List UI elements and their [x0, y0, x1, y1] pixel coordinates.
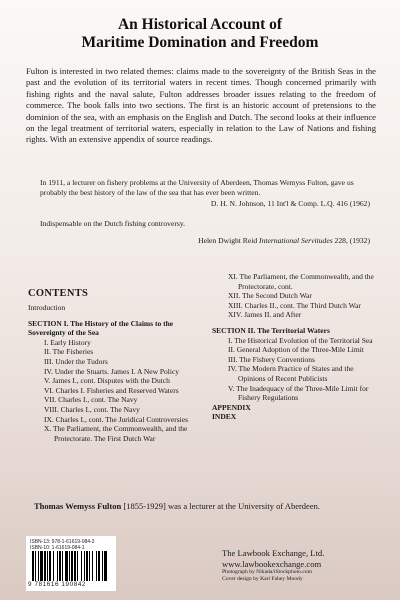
barcode-number: 9 781616 190842	[28, 581, 87, 588]
publisher-name: The Lawbook Exchange, Ltd.	[222, 548, 325, 558]
contents-item: III. The Fishery Conventions	[228, 354, 315, 364]
contents-item: I. Early History	[44, 337, 91, 347]
quote-2-attribution-title: International Servitudes	[259, 236, 333, 245]
author-bio	[34, 501, 374, 512]
quote-1-text: In 1911, a lecturer on fishery problems at the University of Aberdeen, Thomas Wemyss Fulton, gave us probably the best history of the law of the sea that has ever been written.	[40, 178, 354, 197]
design-credit: Cover design by Kari Fahey Moody	[222, 576, 303, 582]
isbn-13: ISBN-13: 978-1-61619-084-2	[30, 539, 95, 545]
section-2-title: SECTION II. The Territorial Waters	[212, 325, 330, 335]
contents-right-column	[212, 272, 382, 422]
contents-item: V. The Inadequacy of the Three-Mile Limit for Fishery Regulations	[228, 383, 369, 403]
contents-item: VII. Charles I., cont. The Navy	[44, 395, 138, 405]
title-line-2: Maritime Domination and Freedom	[81, 34, 319, 51]
author-name: Thomas Wemyss Fulton	[34, 501, 122, 511]
contents-item: XIV. James II. and After	[228, 310, 302, 320]
contents-introduction: Introduction	[28, 303, 66, 312]
book-description: Fulton is interested in two related themes: claims made to the sovereignty of the British Seas in the past and the evolution of its territorial waters in recent times. Though concerned primarily with fishing rights and the naval salute, Fulton addresses broader issues relating to the freedom of commerce. The book falls into two sections. The first is an historic account of pretensions to the dominion of the sea, with an emphasis on the English and Dutch. The second looks at their influence on the legal treatment of territorial waters, especially in relation to the Law of Nations and fishing rights. With an extensive appendix of source readings.	[26, 66, 376, 145]
contents-item: III. Under the Tudors	[44, 356, 108, 366]
quote-2-attribution	[198, 236, 370, 246]
quote-2-attribution-suffix: 228, (1932)	[332, 236, 370, 245]
publisher-block	[222, 548, 392, 583]
contents-item: X. The Parliament, the Commonwealth, and the Protectorate. The First Dutch War	[44, 424, 188, 443]
author-bio-text: [1855-1929] was a lecturer at the University of Aberdeen.	[121, 501, 320, 511]
contents-item: I. The Historical Evolution of the Territorial Sea	[228, 335, 373, 345]
contents-item: XII. The Second Dutch War	[228, 291, 312, 301]
contents-index: INDEX	[212, 412, 237, 422]
contents-item: IV. The Modern Practice of States and the Opinions of Recent Publicists	[228, 364, 354, 383]
isbn-10: ISBN-10: 1-61619-084-1	[30, 545, 85, 551]
title-line-1: An Historical Account of	[117, 16, 283, 33]
quote-2-attribution-prefix: Helen Dwight Reid	[198, 236, 260, 245]
contents-item: IX. Charles I., cont. The Juridical Controversies	[44, 414, 188, 424]
barcode-bars	[32, 551, 110, 581]
contents-left-column	[28, 303, 198, 443]
contents-item: II. General Adoption of the Three-Mile Limit	[228, 345, 364, 355]
contents-appendix: APPENDIX	[212, 402, 251, 412]
contents-item: VI. Charles I. Fisheries and Reserved Waters	[44, 385, 179, 395]
photo-credit: Photograph by Nikada/iStockphoto.com	[222, 569, 312, 575]
contents-item: VIII. Charles I., cont. The Navy	[44, 404, 140, 414]
section-1-title: SECTION I. The History of the Claims to the Sovereignty of the Sea	[28, 318, 174, 338]
quote-1-attribution: D. H. N. Johnson, 11 Int'l & Comp. L.Q. 416 (1962)	[210, 199, 370, 208]
contents-heading: CONTENTS	[28, 288, 89, 299]
contents-item: XIII. Charles II., cont. The Third Dutch War	[228, 300, 361, 310]
publisher-url: www.lawbookexchange.com	[222, 558, 322, 569]
contents-item: IV. Under the Stuarts. James I. A New Policy	[44, 366, 180, 376]
contents-item: XI. The Parliament, the Commonwealth, and the Protectorate, cont.	[228, 272, 374, 291]
barcode-box	[26, 536, 116, 591]
quote-2-text: Indispensable on the Dutch fishing controversy.	[40, 219, 186, 228]
contents-item: V. James I., cont. Disputes with the Dutch	[44, 376, 170, 386]
contents-item: II. The Fisheries	[44, 347, 94, 357]
